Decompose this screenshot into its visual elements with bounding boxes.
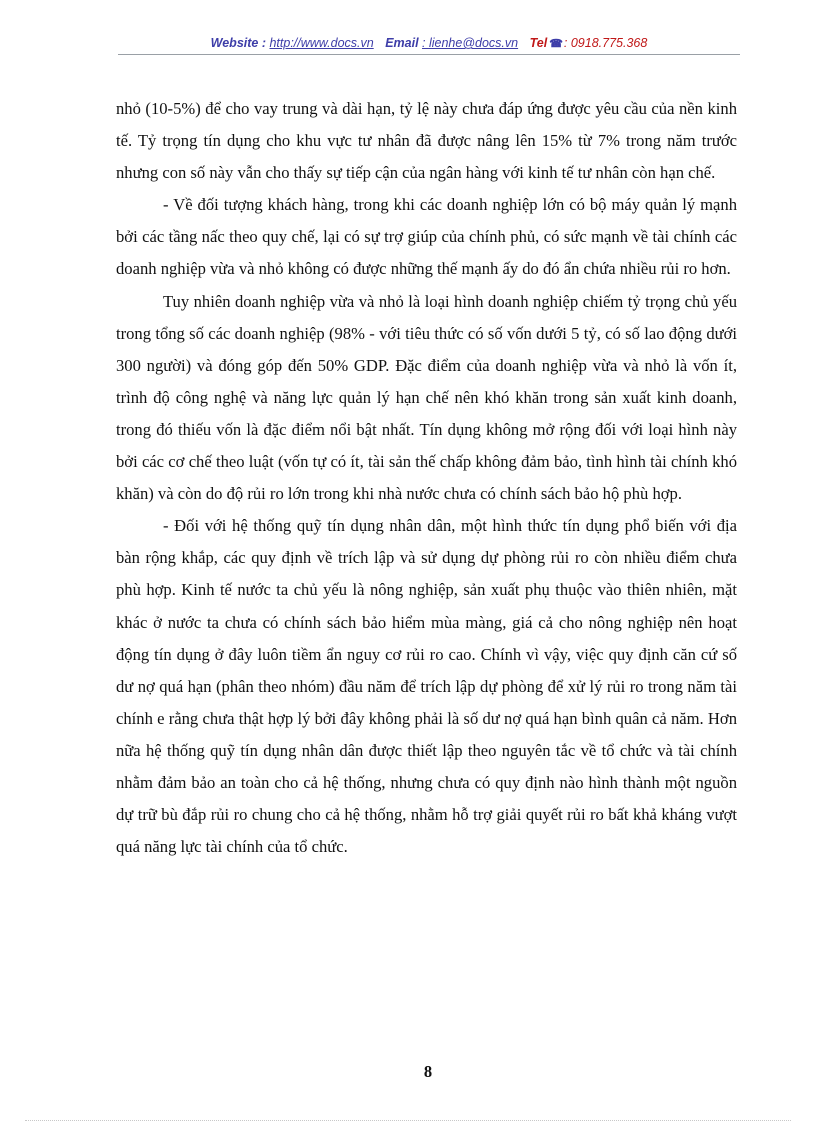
page-number: 8 — [423, 1062, 433, 1081]
email-label: Email — [385, 36, 419, 50]
paragraph-2: - Về đối tượng khách hàng, trong khi các doanh nghiệp lớn có bộ máy quản lý mạnh bởi các tầng nấc theo quy chế, lại có sự trợ giúp của chính phủ, có sức mạnh về tài chính các doanh nghiệp vừa và nhỏ không có được những thế mạnh ấy do đó ẩn chứa nhiều rủi ro hơn. — [116, 195, 737, 279]
telephone-icon: ☎ — [549, 38, 563, 50]
document-body — [116, 93, 737, 863]
page-bottom-border — [25, 1120, 791, 1121]
website-link[interactable]: http://www.docs.vn — [269, 36, 374, 50]
header-divider — [118, 54, 740, 55]
tel-value: : 0918.775.368 — [563, 36, 648, 50]
paragraph-4: - Đối với hệ thống quỹ tín dụng nhân dân, một hình thức tín dụng phổ biến với địa bàn rộng khắp, các quy định về trích lập và sử dụng dự phòng rủi ro còn nhiều điểm chưa phù hợp. Kinh tế nước ta chủ yếu là nông nghiệp, sản xuất phụ thuộc vào thiên nhiên, mặt khác ở nước ta chưa có chính sách bảo hiểm mùa màng, giá cả cho nông nghiệp nên hoạt động tín dụng ở đây luôn tiềm ẩn nguy cơ rủi ro cao. Chính vì vậy, việc quy định căn cứ số dư nợ quá hạn (phân theo nhóm) đầu năm để trích lập dự phòng để xử lý rủi ro trong năm tài chính e rằng chưa thật hợp lý bởi đây không phải là số dư nợ quá hạn bình quân cả năm. Hơn nữa hệ thống quỹ tín dụng nhân dân được thiết lập theo nguyên tắc về tổ chức và tài chính nhằm đảm bảo an toàn cho cả hệ thống, nhưng chưa có quy định nào hình thành một nguồn dự trữ bù đắp rủi ro chung cho cả hệ thống, nhằm hỗ trợ giải quyết rủi ro bất khả kháng vượt quá năng lực tài chính của tổ chức. — [116, 516, 737, 857]
website-label: Website : — [210, 36, 266, 50]
paragraph-1: nhỏ (10-5%) để cho vay trung và dài hạn, tỷ lệ này chưa đáp ứng được yêu cầu của nền kinh tế. Tỷ trọng tín dụng cho khu vực tư nhân đã được nâng lên 15% từ 7% trong năm trước nhưng con số này vẫn cho thấy sự tiếp cận của ngân hàng với kinh tế tư nhân còn hạn chế. — [116, 99, 737, 183]
page-header — [118, 36, 740, 56]
paragraph-3: Tuy nhiên doanh nghiệp vừa và nhỏ là loại hình doanh nghiệp chiếm tỷ trọng chủ yếu trong tổng số các doanh nghiệp (98% - với tiêu thức có số vốn dưới 5 tỷ, có số lao động dưới 300 người) và đóng góp đến 50% GDP. Đặc điểm của doanh nghiệp vừa và nhỏ là vốn ít, trình độ công nghệ và năng lực quản lý hạn chế nên khó khăn trong sản xuất kinh doanh, trong đó thiếu vốn là đặc điểm nổi bật nhất. Tín dụng không mở rộng đối với loại hình này bởi các cơ chế theo luật (vốn tự có ít, tài sản thế chấp không đảm bảo, tình hình tài chính khó khăn) và còn do độ rủi ro lớn trong khi nhà nước chưa có chính sách bảo hộ phù hợp. — [116, 291, 737, 504]
tel-label: Tel — [529, 36, 548, 50]
email-link[interactable]: : lienhe@docs.vn — [422, 36, 519, 50]
